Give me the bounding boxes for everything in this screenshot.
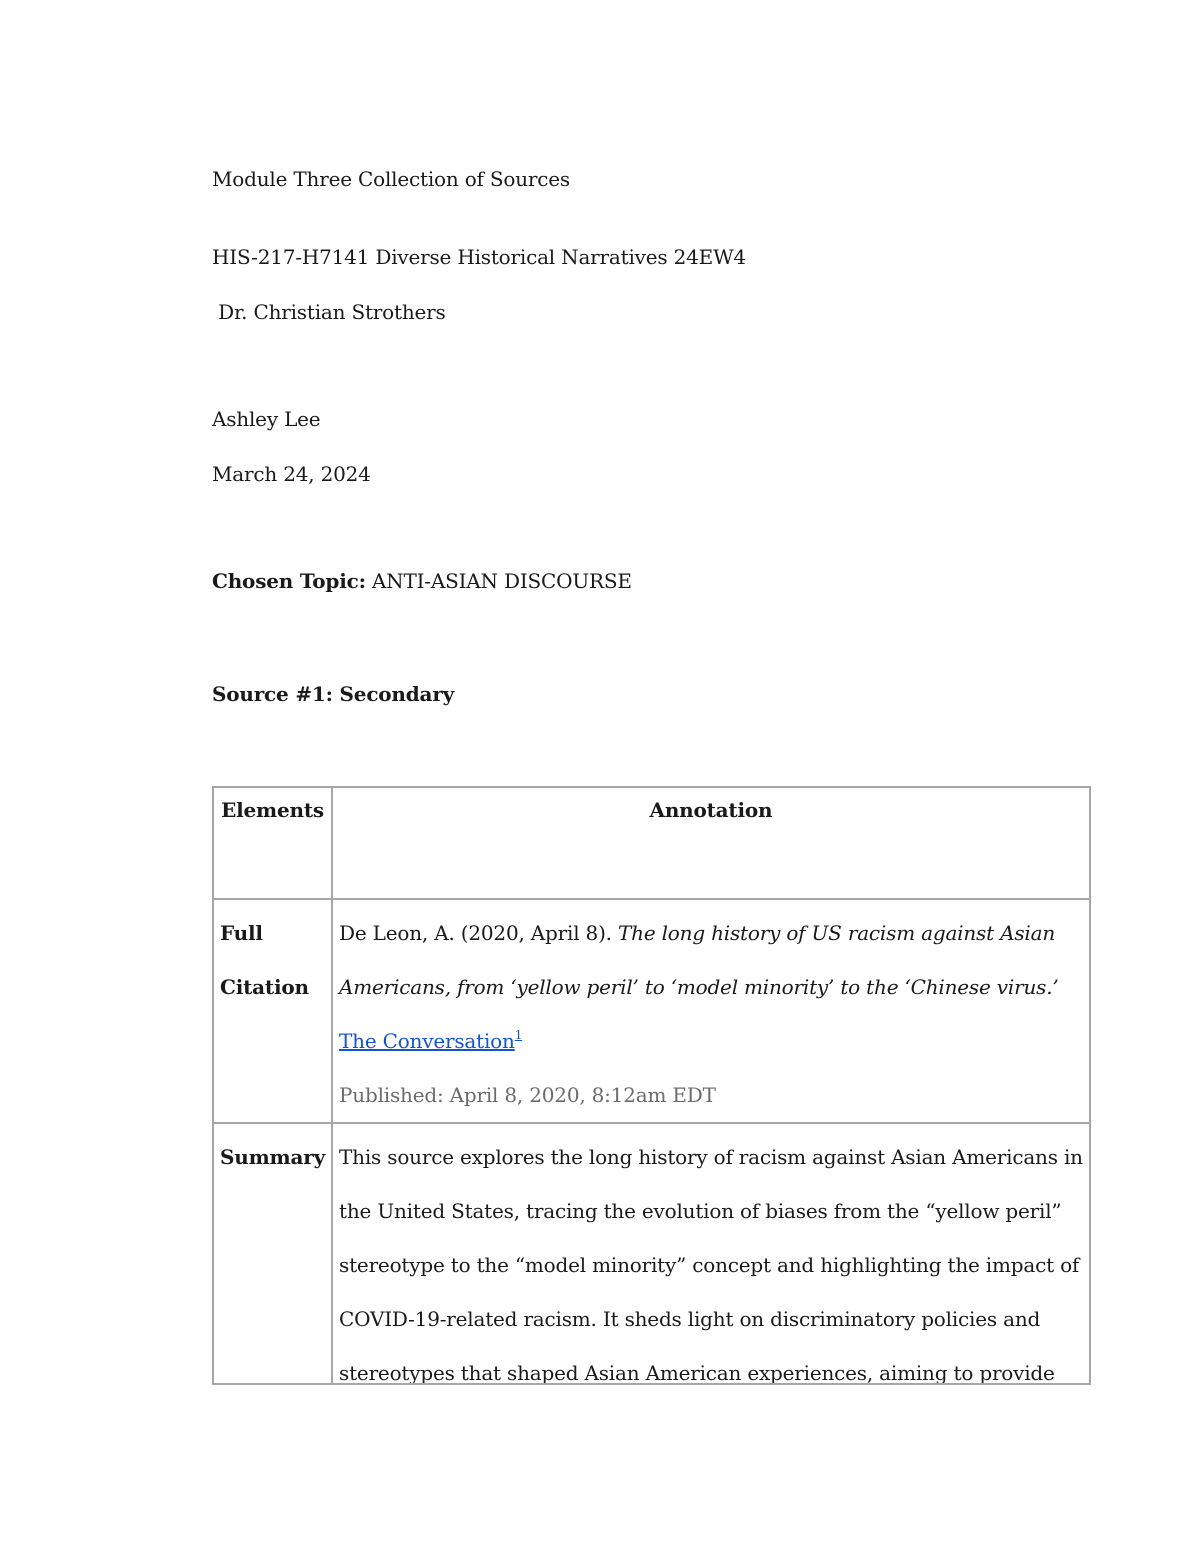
published-date: Published: April 8, 2020, 8:12am EDT <box>339 1083 716 1107</box>
the-conversation-link[interactable]: The Conversation <box>339 1029 515 1053</box>
summary-line-2: the United States, tracing the evolution of biases from the “yellow peril” <box>339 1199 1062 1223</box>
header-elements: Elements <box>213 787 332 899</box>
summary-line-4: COVID-19-related racism. It sheds light on discriminatory policies and <box>339 1307 1041 1331</box>
table-row-full-citation <box>213 899 1090 1123</box>
document-date: March 24, 2024 <box>212 462 371 486</box>
table-row-summary <box>213 1123 1090 1384</box>
topic-label: Chosen Topic: <box>212 569 366 593</box>
label-full: Full <box>220 921 263 945</box>
summary-text <box>339 1130 1083 1383</box>
summary-label: Summary <box>220 1145 326 1169</box>
instructor-name: Dr. Christian Strothers <box>212 300 446 324</box>
full-citation-cell <box>332 899 1090 1123</box>
citation-line-1 <box>339 906 1083 960</box>
citation-author-date: De Leon, A. (2020, April 8). <box>339 921 618 945</box>
citation-line-2 <box>339 960 1083 1014</box>
author-name: Ashley Lee <box>212 407 321 431</box>
source-heading: Source #1: Secondary <box>212 682 455 706</box>
summary-cell <box>332 1123 1090 1384</box>
source-annotation-table <box>212 786 1091 1385</box>
label-summary <box>213 1123 332 1384</box>
course-name: HIS-217-H7141 Diverse Historical Narratives 24EW4 <box>212 245 746 269</box>
label-full-citation <box>213 899 332 1123</box>
topic-value: ANTI-ASIAN DISCOURSE <box>365 569 632 593</box>
header-annotation: Annotation <box>332 787 1090 899</box>
citation-title-part2: Americans, from ‘yellow peril’ to ‘model minority’ to the ‘Chinese virus.’ <box>339 975 1059 999</box>
summary-line-3: stereotype to the “model minority” concept and highlighting the impact of <box>339 1253 1080 1277</box>
document-title: Module Three Collection of Sources <box>212 167 570 191</box>
table-header-row <box>213 787 1090 899</box>
summary-line-1: This source explores the long history of racism against Asian Americans in <box>339 1145 1083 1169</box>
summary-line-5: stereotypes that shaped Asian American experiences, aiming to provide <box>339 1361 1055 1383</box>
chosen-topic <box>212 569 632 593</box>
citation-line-3 <box>339 1014 1083 1068</box>
label-citation: Citation <box>220 975 309 999</box>
citation-title-part1: The long history of US racism against Asian <box>618 921 1056 945</box>
footnote-reference[interactable]: 1 <box>514 1028 523 1042</box>
